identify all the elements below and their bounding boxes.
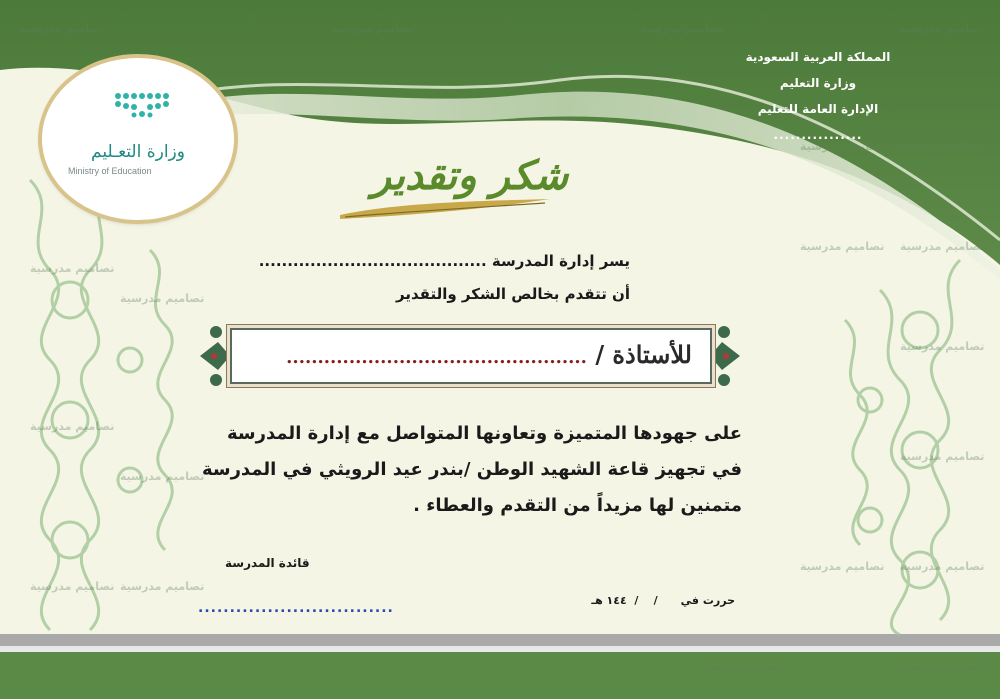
watermark: تصاميم مدرسية <box>30 262 115 275</box>
watermark: تصاميم مدرسية <box>800 240 885 253</box>
watermark: تصاميم مدرسية <box>900 22 985 35</box>
watermark: تصاميم مدرسية <box>900 560 985 573</box>
body-line-1: على جهودها المتميزة وتعاونها المتواصل مع إدارة المدرسة <box>226 423 742 444</box>
certificate-title <box>315 140 615 230</box>
issue-date: حررت في / / ١٤٤ هـ <box>591 594 735 607</box>
watermark: تصاميم مدرسية <box>30 420 115 433</box>
ministry-line-department: الإدارة العامة للتعليم <box>757 102 879 116</box>
intro-line-thanks: أن تتقدم بخالص الشكر والتقدير <box>396 285 630 303</box>
ministry-header <box>718 44 918 148</box>
recipient-label: للأستاذة / <box>595 340 692 369</box>
watermark: تصاميم مدرسية <box>330 22 415 35</box>
recipient-dots: ................................................ <box>286 347 587 368</box>
body-line-2: في تجهيز قاعة الشهيد الوطن /بندر عيد الرويثي في المدرسة <box>201 459 742 480</box>
principal-signature-dots: ............................... <box>198 600 394 616</box>
recipient-box <box>230 328 712 384</box>
watermark: تصاميم مدرسية <box>640 22 725 35</box>
watermark: تصاميم مدرسية <box>800 560 885 573</box>
watermark: تصاميم مدرسية <box>900 340 985 353</box>
recipient-frame <box>196 322 744 390</box>
watermark: تصاميم مدرسية <box>120 292 205 305</box>
watermark: تصاميم مدرسية <box>800 140 885 153</box>
watermark: تصاميم مدرسية <box>120 470 205 483</box>
body-line-3: متمنين لها مزيداً من التقدم والعطاء . <box>413 495 742 516</box>
ministry-line-ministry: وزارة التعليم <box>779 76 857 90</box>
logo-english-text: Ministry of Education <box>68 166 152 176</box>
ministry-line-country: المملكة العربية السعودية <box>745 50 891 64</box>
recipient-line <box>286 340 692 369</box>
watermark: تصاميم مدرسية <box>900 450 985 463</box>
watermark: تصاميم مدرسية <box>700 660 785 673</box>
title-text: شكر وتقدير <box>371 152 569 199</box>
logo-arabic-text: وزارة التعـليم <box>91 142 185 162</box>
principal-label: قائدة المدرسة <box>225 556 310 570</box>
watermark: تصاميم مدرسية <box>900 660 985 673</box>
watermark: تصاميم مدرسية <box>120 580 205 593</box>
ministry-logo <box>42 58 234 220</box>
watermark: تصاميم مدرسية <box>900 140 985 153</box>
watermark: تصاميم مدرسية <box>900 240 985 253</box>
title-underline-icon <box>335 195 555 225</box>
ministry-dots: ................ <box>773 128 863 142</box>
watermark: تصاميم مدرسية <box>30 580 115 593</box>
intro-line-school: يسر إدارة المدرسة ........................................ <box>258 252 630 270</box>
logo-dots-icon <box>112 90 172 120</box>
watermark: تصاميم مدرسية <box>20 22 105 35</box>
